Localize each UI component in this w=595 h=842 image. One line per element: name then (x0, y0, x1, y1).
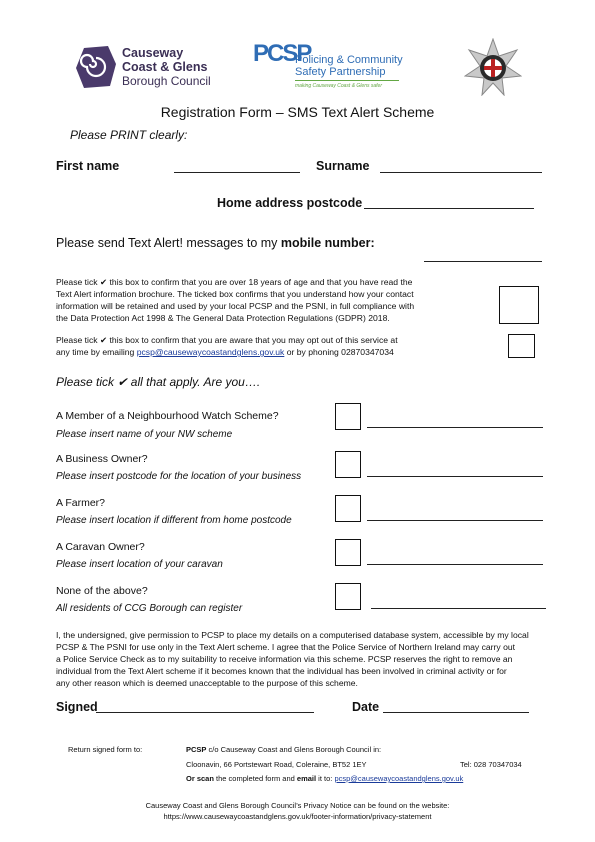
tick-icon: ✔ (99, 277, 108, 287)
pcsp-logo (253, 40, 413, 95)
council-name-line3: Borough Council (122, 74, 211, 88)
page-title: Registration Form – SMS Text Alert Scheme (160, 104, 435, 120)
scan-bold: Or scan (186, 774, 214, 783)
consent2-text-2: any time by emailing (56, 347, 137, 357)
category-hint: Please insert postcode for the location of your business (56, 471, 302, 482)
tick-icon: ✔ (117, 375, 128, 389)
consent1-line1 (56, 277, 412, 288)
signature-field[interactable] (96, 712, 314, 713)
consent1-line4: the Data Protection Act 1998 & The General Data Protection Regulations (GDPR) 2018. (56, 313, 390, 323)
declaration-line2: PCSP & The PSNI for use only in the Text Alert scheme. I agree that the Police Service of Northern Ireland may carry out (56, 642, 516, 652)
consent1-line3: information will be retained and used by your local PCSP and the PSNI, in full compliance with (56, 301, 415, 311)
mobile-number-field[interactable] (424, 261, 542, 262)
first-name-field[interactable] (174, 172, 300, 173)
pcsp-tagline: making Causeway Coast & Glens safer (295, 83, 382, 89)
scan-to: it to: (316, 774, 335, 783)
date-label: Date (352, 700, 380, 714)
return-label: Return signed form to: (68, 745, 143, 754)
consent2-checkbox[interactable] (508, 334, 535, 358)
category-hint: Please insert name of your NW scheme (56, 429, 233, 440)
consent1-text-1: this box to confirm that you are over 18 years of age and that you have read the (107, 277, 413, 287)
surname-label: Surname (316, 159, 370, 173)
privacy-notice-line1: Causeway Coast and Glens Borough Council’s Privacy Notice can be found on the website: (145, 801, 450, 810)
surname-field[interactable] (380, 172, 542, 173)
return-address: Cloonavin, 66 Portstewart Road, Coleraine, BT52 1EY (186, 760, 367, 769)
return-tel: Tel: 028 70347034 (460, 760, 522, 769)
postcode-label: Home address postcode (217, 196, 363, 210)
category-question: A Farmer? (56, 497, 106, 509)
scan-instruction (186, 774, 463, 783)
category-detail-field[interactable] (371, 608, 546, 609)
apply-rest: all that apply. Are you…. (130, 375, 261, 389)
postcode-field[interactable] (364, 208, 534, 209)
return-email-link[interactable]: pcsp@causewaycoastandglens.gov.uk (334, 774, 464, 783)
opt-out-email-link[interactable]: pcsp@causewaycoastandglens.gov.uk (136, 347, 285, 357)
mobile-label-bold: mobile number: (280, 236, 375, 250)
consent2-line2 (56, 347, 394, 358)
consent2-text-3: or by phoning 02870347034 (284, 347, 394, 357)
council-name-line1: Causeway (122, 46, 184, 60)
print-clearly-instruction: Please PRINT clearly: (70, 128, 188, 142)
pcsp-mark: PCSP (253, 40, 311, 67)
category-question: A Member of a Neighbourhood Watch Scheme? (56, 410, 279, 422)
category-detail-field[interactable] (367, 520, 543, 521)
category-detail-field[interactable] (367, 476, 543, 477)
pcsp-name-line2: Safety Partnership (295, 66, 386, 78)
scan-mid: the completed form and (213, 774, 297, 783)
consent1-checkbox[interactable] (499, 286, 539, 324)
category-question: A Caravan Owner? (56, 541, 145, 553)
apply-lead: Please tick (56, 375, 115, 389)
consent1-lead: Please tick (56, 277, 98, 287)
apply-instruction (56, 375, 260, 389)
consent2-line1 (56, 335, 398, 346)
return-org (186, 745, 381, 754)
category-hint: Please insert location of your caravan (56, 559, 223, 570)
consent2-lead: Please tick (56, 335, 98, 345)
category-checkbox[interactable] (335, 583, 361, 610)
signed-label: Signed (56, 700, 98, 714)
category-checkbox[interactable] (335, 451, 361, 478)
category-detail-field[interactable] (367, 427, 543, 428)
council-swirl-icon (74, 44, 118, 90)
pcsp-underline (295, 80, 399, 81)
tick-icon: ✔ (99, 335, 108, 345)
police-crest-icon (464, 38, 522, 96)
category-question: A Business Owner? (56, 453, 148, 465)
scan-email-bold: email (296, 774, 317, 783)
category-question: None of the above? (56, 585, 148, 597)
declaration-line1: I, the undersigned, give permission to PCSP to place my details on a computerised database system, accessible by my local (56, 630, 529, 640)
mobile-label-text: Please send Text Alert! messages to my (56, 236, 281, 250)
category-hint: All residents of CCG Borough can register (56, 603, 243, 614)
council-logo (74, 44, 214, 90)
consent1-line2: Text Alert information brochure. The ticked box confirms that you understand how your contact (56, 289, 414, 299)
return-org-bold: PCSP (186, 745, 207, 754)
privacy-notice-url[interactable]: https://www.causewaycoastandglens.gov.uk/footer-information/privacy-statement (163, 812, 432, 821)
mobile-label (56, 236, 375, 250)
category-detail-field[interactable] (367, 564, 543, 565)
declaration-line5: any other reason which is deemed unacceptable to the purpose of this scheme. (56, 678, 358, 688)
category-hint: Please insert location if different from home postcode (56, 515, 292, 526)
consent2-text-1: this box to confirm that you are aware that you may opt out of this service at (107, 335, 398, 345)
category-checkbox[interactable] (335, 403, 361, 430)
pcsp-name-line1: Policing & Community (295, 54, 403, 66)
return-org-rest: c/o Causeway Coast and Glens Borough Council in: (206, 745, 382, 754)
declaration-line4: individual from the Text Alert scheme if it becomes known that the individual has been involved in criminal activity or for (56, 666, 507, 676)
first-name-label: First name (56, 159, 120, 173)
date-field[interactable] (383, 712, 529, 713)
category-checkbox[interactable] (335, 539, 361, 566)
council-name-line2: Coast & Glens (122, 60, 208, 74)
category-checkbox[interactable] (335, 495, 361, 522)
declaration-line3: a Police Service Check as to my suitability to receive information via this scheme. PCSP reserves the right to remove an (56, 654, 513, 664)
